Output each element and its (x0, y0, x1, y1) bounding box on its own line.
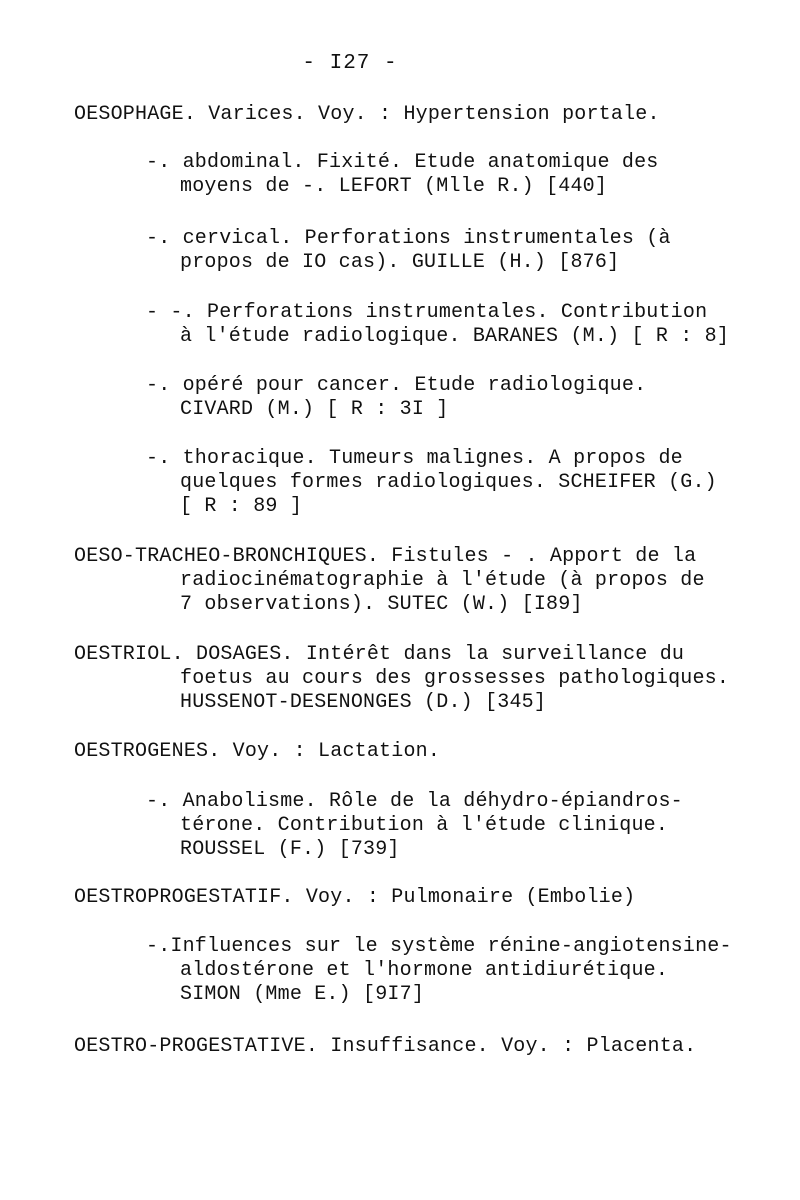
entry-anabolisme-line-2: térone. Contribution à l'étude clinique. (180, 814, 669, 837)
entry-perforations-line-2: à l'étude radiologique. BARANES (M.) [ R : 8] (180, 325, 730, 348)
entry-oestriol-line-2: foetus au cours des grossesses pathologiques. (180, 667, 730, 690)
entry-oeso-tracheo-line-3: 7 observations). SUTEC (W.) [I89] (180, 593, 583, 616)
page-number: - I27 - (302, 52, 398, 75)
entry-anabolisme-line-3: ROUSSEL (F.) [739] (180, 838, 400, 861)
entry-opere-line-2: CIVARD (M.) [ R : 3I ] (180, 398, 449, 421)
entry-perforations-line-1: - -. Perforations instrumentales. Contribution (146, 301, 708, 324)
entry-heading-oestroprogestatif: OESTROPROGESTATIF. Voy. : Pulmonaire (Embolie) (74, 886, 636, 909)
entry-oestriol-line-3: HUSSENOT-DESENONGES (D.) [345] (180, 691, 547, 714)
entry-thoracique-line-1: -. thoracique. Tumeurs malignes. A propos de (146, 447, 683, 470)
entry-oeso-tracheo-line-2: radiocinématographie à l'étude (à propos de (180, 569, 705, 592)
entry-cervical-line-2: propos de IO cas). GUILLE (H.) [876] (180, 251, 620, 274)
entry-cervical-line-1: -. cervical. Perforations instrumentales (à (146, 227, 671, 250)
entry-abdominal-line-2: moyens de -. LEFORT (Mlle R.) [440] (180, 175, 608, 198)
entry-influences-line-1: -.Influences sur le système rénine-angiotensine- (146, 935, 732, 958)
entry-influences-line-3: SIMON (Mme E.) [9I7] (180, 983, 425, 1006)
entry-heading-oestrogenes: OESTROGENES. Voy. : Lactation. (74, 740, 441, 763)
entry-thoracique-line-2: quelques formes radiologiques. SCHEIFER (G.) (180, 471, 717, 494)
entry-opere-line-1: -. opéré pour cancer. Etude radiologique. (146, 374, 647, 397)
entry-thoracique-line-3: [ R : 89 ] (180, 495, 303, 518)
entry-heading-oesophage: OESOPHAGE. Varices. Voy. : Hypertension portale. (74, 103, 660, 126)
entry-influences-line-2: aldostérone et l'hormone antidiurétique. (180, 959, 669, 982)
entry-heading-oestro-progestative: OESTRO-PROGESTATIVE. Insuffisance. Voy. : Placenta. (74, 1035, 697, 1058)
entry-heading-oestriol: OESTRIOL. DOSAGES. Intérêt dans la surveillance du (74, 643, 685, 666)
entry-abdominal-line-1: -. abdominal. Fixité. Etude anatomique des (146, 151, 659, 174)
entry-anabolisme-line-1: -. Anabolisme. Rôle de la déhydro-épiandros- (146, 790, 683, 813)
entry-heading-oeso-tracheo: OESO-TRACHEO-BRONCHIQUES. Fistules - . Apport de la (74, 545, 697, 568)
